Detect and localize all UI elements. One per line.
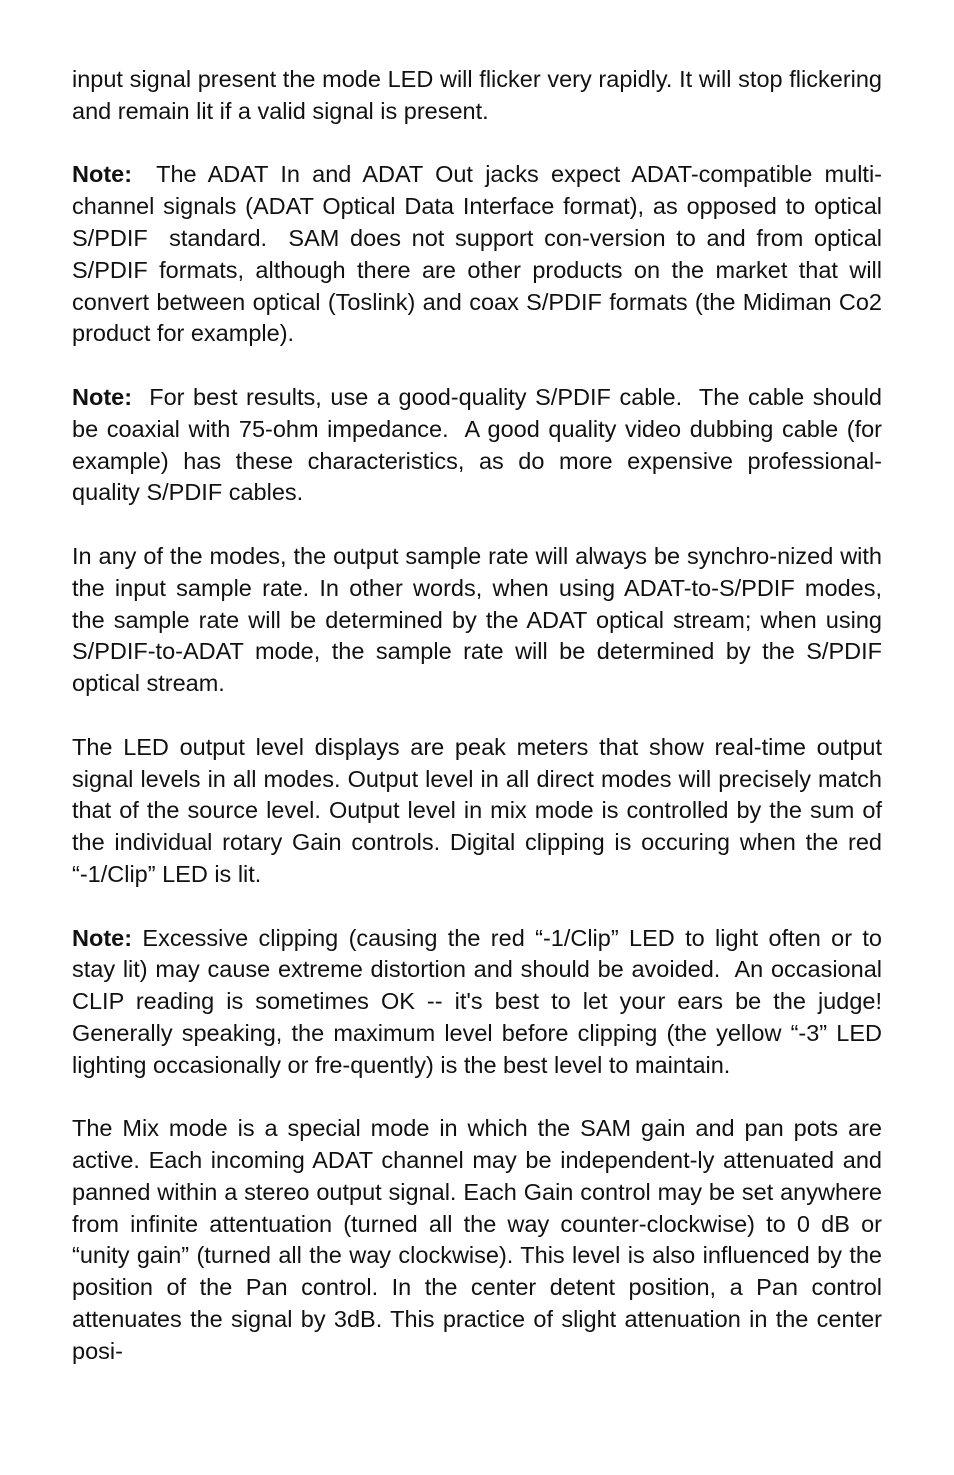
paragraph-text: The Mix mode is a special mode in which the SAM gain and pan pots are active. Each incoming ADAT channel may be independent-ly attenuated and panned within a stereo output signal. Each Gain control may be set anywhere from infinite attentuation (turned all the way counter-clockwise) to 0 dB or “unity gain” (turned all the way clockwise). This level is also influenced by the position of the Pan control. In the center detent position, a Pan control attenuates the signal by 3dB. This practice of slight attenuation in the center posi- — [72, 1115, 882, 1364]
note-label: Note: — [72, 161, 133, 188]
paragraph-text: For best results, use a good-quality S/PDIF cable. The cable should be coaxial with 75-ohm impedance. A good quality video dubbing cable (for example) has these characteristics, as do more expensive professional-quality S/PDIF cables. — [72, 383, 889, 506]
note-adat-jacks — [72, 159, 889, 350]
paragraph-signal-flicker — [72, 64, 882, 128]
note-label: Note: — [72, 924, 133, 951]
paragraph-mix-mode — [72, 1113, 882, 1367]
note-spdif-cable — [72, 382, 889, 509]
paragraph-text: In any of the modes, the output sample rate will always be synchro-nized with the input sample rate. In other words, when using ADAT-to-S/PDIF modes, the sample rate will be determined by the ADAT optical stream; when using S/PDIF-to-ADAT mode, the sample rate will be determined by the S/PDIF optical stream. — [72, 542, 882, 697]
paragraph-sample-rate — [72, 541, 882, 700]
document-page — [72, 64, 896, 1368]
note-clipping — [72, 923, 896, 1082]
paragraph-text: The LED output level displays are peak meters that show real-time output signal levels in all modes. Output level in all direct modes will precisely match that of the source level. Output level in mix mode is controlled by the sum of the individual rotary Gain controls. Digital clipping is occuring when the red “-1/Clip” LED is lit. — [72, 733, 882, 887]
paragraph-text: The ADAT In and ADAT Out jacks expect ADAT-compatible multi-channel signals (ADAT Optical Data Interface format), as opposed to optical S/PDIF standard. SAM does not support con-version to and from optical S/PDIF formats, although there are other products on the market that will convert between optical (Toslink) and coax S/PDIF formats (the Midiman Co2 product for example). — [72, 161, 889, 347]
paragraph-text: Excessive clipping (causing the red “-1/Clip” LED to light often or to stay lit) may cause extreme distortion and should be avoided. An occasional CLIP reading is sometimes OK -- it's best to let your ears be the judge! Generally speaking, the maximum level before clipping (the yellow “-3” LED lighting occasionally or fre-quently) is the best level to maintain. — [72, 924, 896, 1078]
paragraph-led-meters — [72, 732, 882, 891]
note-label: Note: — [72, 383, 133, 410]
paragraph-text: input signal present the mode LED will flicker very rapidly. It will stop flickering and remain lit if a valid signal is present. — [72, 66, 882, 124]
